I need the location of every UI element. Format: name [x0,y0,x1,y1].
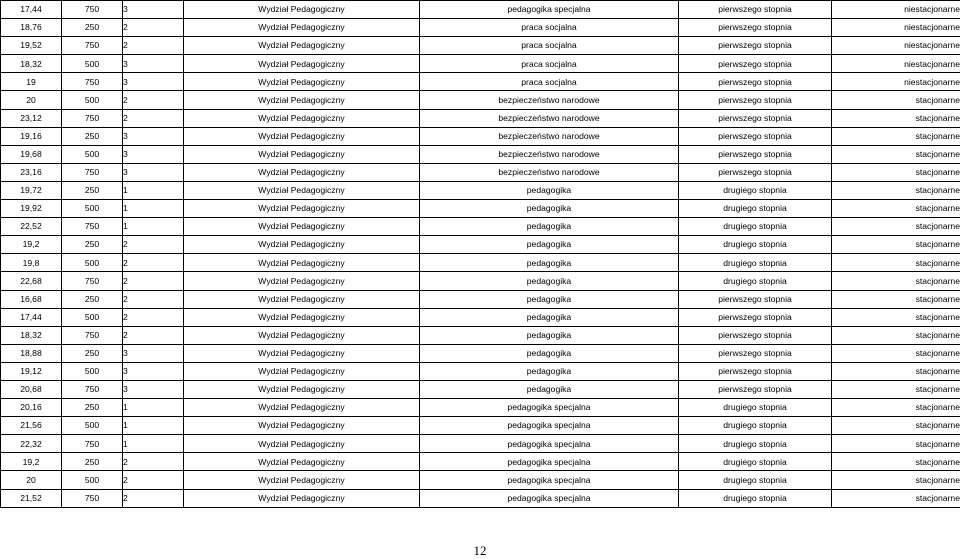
points-cell: 250 [62,453,123,471]
mode-cell: stacjonarne [832,127,960,145]
score-cell: 21,56 [1,417,62,435]
points-cell: 500 [62,55,123,73]
level-cell: pierwszego stopnia [679,326,832,344]
table-row [1,163,960,181]
level-cell: pierwszego stopnia [679,308,832,326]
mode-cell: niestacjonarne [832,73,960,91]
field-cell: pedagogika specjalna [420,399,679,417]
faculty-cell: Wydział Pedagogiczny [184,1,420,19]
score-cell: 22,52 [1,218,62,236]
field-cell: bezpieczeństwo narodowe [420,127,679,145]
score-cell: 17,44 [1,308,62,326]
field-cell: praca socjalna [420,55,679,73]
points-cell: 750 [62,109,123,127]
field-cell: pedagogika [420,218,679,236]
table-row [1,37,960,55]
points-cell: 250 [62,19,123,37]
faculty-cell: Wydział Pedagogiczny [184,453,420,471]
variant-cell: 3 [123,55,184,73]
level-cell: pierwszego stopnia [679,91,832,109]
score-cell: 20 [1,471,62,489]
faculty-cell: Wydział Pedagogiczny [184,163,420,181]
faculty-cell: Wydział Pedagogiczny [184,145,420,163]
field-cell: pedagogika [420,181,679,199]
level-cell: drugiego stopnia [679,218,832,236]
score-cell: 19,2 [1,453,62,471]
faculty-cell: Wydział Pedagogiczny [184,37,420,55]
points-cell: 250 [62,127,123,145]
faculty-cell: Wydział Pedagogiczny [184,91,420,109]
faculty-cell: Wydział Pedagogiczny [184,19,420,37]
mode-cell: stacjonarne [832,145,960,163]
table-row [1,109,960,127]
level-cell: pierwszego stopnia [679,37,832,55]
variant-cell: 2 [123,290,184,308]
points-cell: 500 [62,308,123,326]
variant-cell: 3 [123,380,184,398]
score-cell: 18,76 [1,19,62,37]
table-body [1,1,960,508]
field-cell: bezpieczeństwo narodowe [420,91,679,109]
variant-cell: 2 [123,471,184,489]
faculty-cell: Wydział Pedagogiczny [184,236,420,254]
field-cell: pedagogika [420,308,679,326]
field-cell: bezpieczeństwo narodowe [420,109,679,127]
mode-cell: niestacjonarne [832,37,960,55]
table-row [1,344,960,362]
variant-cell: 1 [123,181,184,199]
field-cell: pedagogika specjalna [420,417,679,435]
score-cell: 20,16 [1,399,62,417]
points-cell: 500 [62,145,123,163]
field-cell: pedagogika [420,200,679,218]
table-row [1,453,960,471]
mode-cell: stacjonarne [832,91,960,109]
variant-cell: 1 [123,435,184,453]
points-cell: 750 [62,73,123,91]
field-cell: pedagogika specjalna [420,1,679,19]
variant-cell: 2 [123,19,184,37]
field-cell: praca socjalna [420,19,679,37]
score-cell: 19,68 [1,145,62,163]
table-row [1,1,960,19]
level-cell: drugiego stopnia [679,181,832,199]
variant-cell: 1 [123,399,184,417]
page-number: 12 [0,543,960,559]
level-cell: pierwszego stopnia [679,163,832,181]
field-cell: pedagogika [420,236,679,254]
field-cell: bezpieczeństwo narodowe [420,145,679,163]
faculty-cell: Wydział Pedagogiczny [184,272,420,290]
points-cell: 500 [62,471,123,489]
variant-cell: 2 [123,236,184,254]
score-cell: 23,12 [1,109,62,127]
table-row [1,272,960,290]
level-cell: drugiego stopnia [679,254,832,272]
field-cell: pedagogika [420,344,679,362]
field-cell: bezpieczeństwo narodowe [420,163,679,181]
score-cell: 19,8 [1,254,62,272]
mode-cell: stacjonarne [832,218,960,236]
field-cell: pedagogika [420,254,679,272]
field-cell: pedagogika specjalna [420,453,679,471]
score-cell: 16,68 [1,290,62,308]
variant-cell: 1 [123,218,184,236]
table-row [1,145,960,163]
points-cell: 500 [62,200,123,218]
table-row [1,127,960,145]
points-cell: 750 [62,380,123,398]
faculty-cell: Wydział Pedagogiczny [184,127,420,145]
table-row [1,218,960,236]
variant-cell: 2 [123,326,184,344]
mode-cell: stacjonarne [832,453,960,471]
faculty-cell: Wydział Pedagogiczny [184,308,420,326]
score-cell: 19 [1,73,62,91]
mode-cell: stacjonarne [832,163,960,181]
table-row [1,290,960,308]
mode-cell: stacjonarne [832,489,960,507]
level-cell: pierwszego stopnia [679,1,832,19]
mode-cell: niestacjonarne [832,1,960,19]
variant-cell: 2 [123,254,184,272]
score-cell: 19,92 [1,200,62,218]
points-cell: 500 [62,362,123,380]
points-cell: 250 [62,399,123,417]
table-row [1,471,960,489]
score-cell: 21,52 [1,489,62,507]
level-cell: pierwszego stopnia [679,362,832,380]
points-cell: 750 [62,326,123,344]
score-cell: 18,88 [1,344,62,362]
mode-cell: niestacjonarne [832,55,960,73]
level-cell: drugiego stopnia [679,272,832,290]
faculty-cell: Wydział Pedagogiczny [184,200,420,218]
score-cell: 19,16 [1,127,62,145]
score-cell: 19,2 [1,236,62,254]
level-cell: drugiego stopnia [679,200,832,218]
score-cell: 20 [1,91,62,109]
level-cell: pierwszego stopnia [679,19,832,37]
field-cell: pedagogika [420,290,679,308]
table-row [1,181,960,199]
level-cell: pierwszego stopnia [679,127,832,145]
score-cell: 23,16 [1,163,62,181]
mode-cell: stacjonarne [832,200,960,218]
table-row [1,417,960,435]
points-cell: 750 [62,272,123,290]
variant-cell: 2 [123,453,184,471]
level-cell: pierwszego stopnia [679,380,832,398]
points-cell: 750 [62,218,123,236]
field-cell: pedagogika [420,326,679,344]
variant-cell: 1 [123,417,184,435]
field-cell: praca socjalna [420,73,679,91]
points-cell: 250 [62,344,123,362]
faculty-cell: Wydział Pedagogiczny [184,435,420,453]
mode-cell: stacjonarne [832,399,960,417]
level-cell: drugiego stopnia [679,453,832,471]
mode-cell: stacjonarne [832,272,960,290]
points-cell: 500 [62,91,123,109]
variant-cell: 2 [123,37,184,55]
score-cell: 19,52 [1,37,62,55]
faculty-cell: Wydział Pedagogiczny [184,399,420,417]
level-cell: pierwszego stopnia [679,73,832,91]
table-row [1,236,960,254]
mode-cell: stacjonarne [832,308,960,326]
table-row [1,19,960,37]
level-cell: drugiego stopnia [679,417,832,435]
variant-cell: 2 [123,109,184,127]
variant-cell: 2 [123,272,184,290]
mode-cell: stacjonarne [832,109,960,127]
mode-cell: stacjonarne [832,326,960,344]
table-row [1,91,960,109]
faculty-cell: Wydział Pedagogiczny [184,471,420,489]
faculty-cell: Wydział Pedagogiczny [184,218,420,236]
table-row [1,254,960,272]
score-cell: 18,32 [1,55,62,73]
level-cell: drugiego stopnia [679,236,832,254]
mode-cell: niestacjonarne [832,19,960,37]
mode-cell: stacjonarne [832,290,960,308]
score-cell: 19,72 [1,181,62,199]
score-cell: 18,32 [1,326,62,344]
table-row [1,200,960,218]
faculty-cell: Wydział Pedagogiczny [184,489,420,507]
field-cell: pedagogika specjalna [420,489,679,507]
variant-cell: 3 [123,145,184,163]
field-cell: praca socjalna [420,37,679,55]
table-row [1,308,960,326]
points-cell: 750 [62,489,123,507]
table-row [1,399,960,417]
level-cell: drugiego stopnia [679,489,832,507]
score-cell: 20,68 [1,380,62,398]
faculty-cell: Wydział Pedagogiczny [184,362,420,380]
variant-cell: 3 [123,127,184,145]
faculty-cell: Wydział Pedagogiczny [184,55,420,73]
level-cell: pierwszego stopnia [679,145,832,163]
variant-cell: 3 [123,1,184,19]
variant-cell: 3 [123,163,184,181]
points-cell: 500 [62,417,123,435]
variant-cell: 2 [123,91,184,109]
table-row [1,326,960,344]
mode-cell: stacjonarne [832,181,960,199]
level-cell: drugiego stopnia [679,435,832,453]
points-cell: 750 [62,435,123,453]
faculty-cell: Wydział Pedagogiczny [184,344,420,362]
variant-cell: 3 [123,73,184,91]
faculty-cell: Wydział Pedagogiczny [184,73,420,91]
faculty-cell: Wydział Pedagogiczny [184,181,420,199]
faculty-cell: Wydział Pedagogiczny [184,109,420,127]
field-cell: pedagogika specjalna [420,435,679,453]
level-cell: pierwszego stopnia [679,344,832,362]
table-row [1,489,960,507]
points-cell: 250 [62,290,123,308]
faculty-cell: Wydział Pedagogiczny [184,254,420,272]
mode-cell: stacjonarne [832,254,960,272]
points-cell: 750 [62,1,123,19]
points-cell: 750 [62,37,123,55]
points-cell: 250 [62,236,123,254]
level-cell: drugiego stopnia [679,471,832,489]
faculty-cell: Wydział Pedagogiczny [184,290,420,308]
faculty-cell: Wydział Pedagogiczny [184,326,420,344]
table-row [1,435,960,453]
level-cell: pierwszego stopnia [679,55,832,73]
points-cell: 750 [62,163,123,181]
field-cell: pedagogika [420,380,679,398]
variant-cell: 2 [123,489,184,507]
mode-cell: stacjonarne [832,471,960,489]
mode-cell: stacjonarne [832,362,960,380]
field-cell: pedagogika specjalna [420,471,679,489]
field-cell: pedagogika [420,272,679,290]
score-cell: 17,44 [1,1,62,19]
faculty-cell: Wydział Pedagogiczny [184,417,420,435]
level-cell: pierwszego stopnia [679,290,832,308]
points-cell: 500 [62,254,123,272]
variant-cell: 3 [123,362,184,380]
variant-cell: 1 [123,200,184,218]
field-cell: pedagogika [420,362,679,380]
level-cell: drugiego stopnia [679,399,832,417]
score-cell: 22,68 [1,272,62,290]
score-cell: 22,32 [1,435,62,453]
mode-cell: stacjonarne [832,380,960,398]
variant-cell: 3 [123,344,184,362]
score-cell: 19,12 [1,362,62,380]
table-row [1,73,960,91]
table-row [1,380,960,398]
table-row [1,362,960,380]
points-cell: 250 [62,181,123,199]
level-cell: pierwszego stopnia [679,109,832,127]
faculty-cell: Wydział Pedagogiczny [184,380,420,398]
mode-cell: stacjonarne [832,435,960,453]
mode-cell: stacjonarne [832,417,960,435]
mode-cell: stacjonarne [832,344,960,362]
mode-cell: stacjonarne [832,236,960,254]
table-row [1,55,960,73]
variant-cell: 2 [123,308,184,326]
